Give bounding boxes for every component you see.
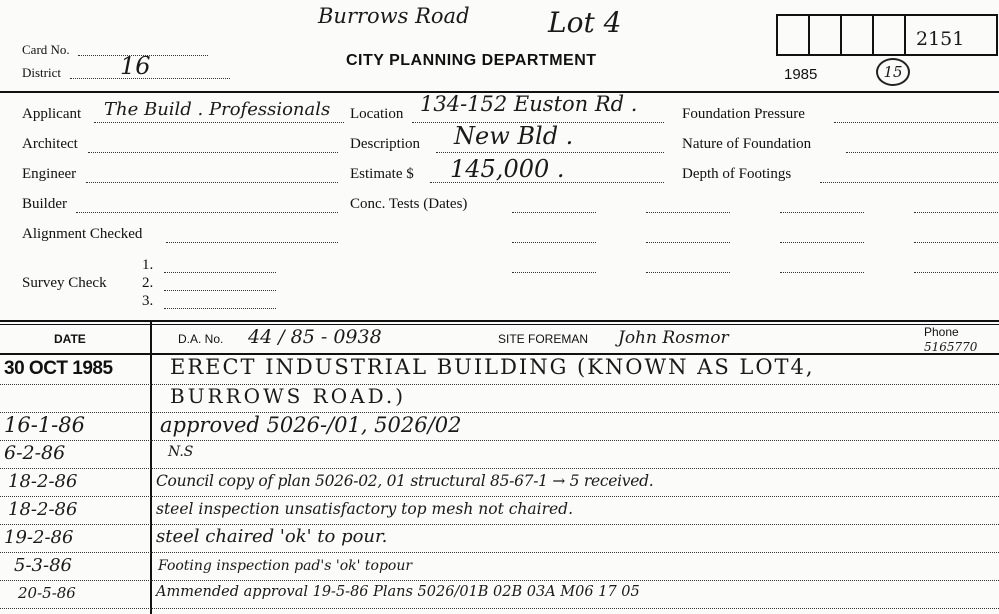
depth-line (820, 182, 998, 183)
da-no-label: D.A. No. (178, 332, 224, 346)
estimate-value: 145,000 . (450, 155, 565, 183)
applicant-value: The Build . Professionals (104, 99, 331, 120)
row-line (0, 384, 999, 385)
location-label: Location (350, 106, 404, 122)
conc-line (512, 242, 596, 243)
row-line (0, 580, 999, 581)
engineer-line (86, 182, 338, 183)
conc-line (780, 242, 864, 243)
alignment-label: Alignment Checked (22, 226, 143, 242)
conc-line (914, 212, 998, 213)
log-date: 16-1-86 (4, 413, 85, 437)
log-text: Footing inspection pad's 'ok' topour (158, 558, 413, 574)
applicant-label: Applicant (22, 106, 82, 122)
nature-foundation-label: Nature of Foundation (682, 136, 812, 152)
nature-line (846, 152, 998, 153)
year-label: 1985 (784, 66, 818, 83)
log-text: steel inspection unsatisfactory top mesh not chaired. (156, 500, 574, 518)
architect-line (88, 152, 338, 153)
log-text: ERECT INDUSTRIAL BUILDING (KNOWN AS LOT4, (170, 355, 815, 379)
survey-1-line (164, 272, 276, 273)
handwritten-road-name: Burrows Road (318, 4, 470, 28)
box-divider (840, 14, 842, 56)
phone-value: 5165770 (924, 340, 978, 354)
handwritten-lot-number: Lot 4 (548, 6, 622, 39)
conc-line (646, 272, 730, 273)
department-title: CITY PLANNING DEPARTMENT (346, 52, 597, 69)
survey-1-label: 1. (142, 257, 154, 273)
box-divider (808, 14, 810, 56)
log-text: Ammended approval 19-5-86 Plans 5026/01B 02B 03A M06 17 05 (156, 584, 640, 600)
location-value: 134-152 Euston Rd . (420, 92, 638, 116)
da-no-value: 44 / 85 - 0938 (248, 326, 382, 348)
log-date: 18-2-86 (8, 499, 78, 520)
applicant-line (94, 122, 344, 123)
conc-line (914, 242, 998, 243)
row-line (0, 440, 999, 441)
log-date: 30 OCT 1985 (4, 358, 113, 379)
conc-line (780, 212, 864, 213)
survey-2-label: 2. (142, 275, 154, 291)
date-column-header: DATE (54, 332, 86, 346)
description-line (436, 152, 664, 153)
log-date: 19-2-86 (4, 527, 74, 548)
log-text: Council copy of plan 5026-02, 01 structural 85-67-1 → 5 received. (156, 472, 654, 490)
row-line (0, 496, 999, 497)
conc-tests-label: Conc. Tests (Dates) (350, 196, 468, 212)
conc-line (646, 242, 730, 243)
district-value: 16 (120, 52, 151, 80)
log-text: steel chaired 'ok' to pour. (156, 526, 388, 547)
survey-label: Survey Check (22, 275, 107, 291)
circled-number: 15 (876, 58, 910, 86)
conc-line (646, 212, 730, 213)
foundation-pressure-line (834, 122, 998, 123)
box-number: 2151 (916, 28, 965, 50)
site-foreman-label: SITE FOREMAN (498, 332, 589, 346)
conc-line (914, 272, 998, 273)
description-value: New Bld . (454, 122, 574, 150)
log-text: N.S (168, 444, 194, 460)
conc-line (780, 272, 864, 273)
builder-line (76, 212, 338, 213)
box-divider (872, 14, 874, 56)
phone-label: Phone (924, 325, 959, 339)
survey-2-line (164, 290, 276, 291)
engineer-label: Engineer (22, 166, 77, 182)
description-label: Description (350, 136, 420, 152)
row-line (0, 608, 999, 609)
log-text: BURROWS ROAD.) (170, 384, 407, 408)
survey-3-line (164, 308, 276, 309)
log-text: approved 5026-/01, 5026/02 (160, 413, 462, 437)
conc-line (512, 272, 596, 273)
row-line (0, 552, 999, 553)
architect-label: Architect (22, 136, 78, 152)
depth-footings-label: Depth of Footings (682, 166, 792, 182)
row-line (0, 468, 999, 469)
district-label: District (22, 65, 61, 80)
builder-label: Builder (22, 196, 67, 212)
log-date: 6-2-86 (4, 442, 66, 464)
log-date: 5-3-86 (14, 555, 72, 576)
log-date: 18-2-86 (8, 471, 78, 492)
log-date: 20-5-86 (18, 584, 76, 602)
row-line (0, 412, 999, 413)
row-line (0, 524, 999, 525)
estimate-label: Estimate $ (350, 166, 414, 182)
conc-line (512, 212, 596, 213)
card-no-label: Card No. (22, 42, 70, 57)
alignment-line (166, 242, 338, 243)
foundation-pressure-label: Foundation Pressure (682, 106, 805, 122)
box-divider (904, 14, 906, 56)
site-foreman-value: John Rosmor (618, 328, 729, 348)
survey-3-label: 3. (142, 293, 154, 309)
